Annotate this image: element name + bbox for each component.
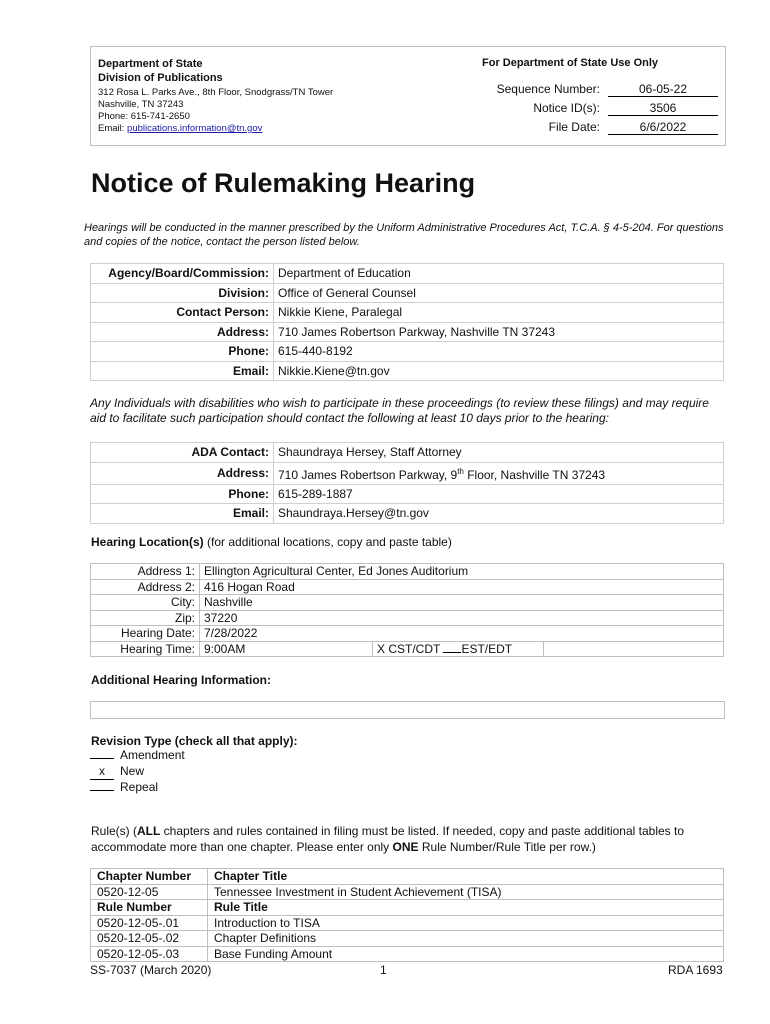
- rule-row: [91, 915, 724, 931]
- location-heading: [91, 535, 452, 549]
- location-row-label: Address 1:: [91, 564, 200, 580]
- additional-info-heading: Additional Hearing Information:: [91, 673, 271, 687]
- rda-number: RDA 1693: [668, 963, 723, 977]
- revision-checkbox[interactable]: x: [90, 764, 114, 781]
- ada-email-label: Email:: [91, 504, 274, 524]
- use-only-heading: For Department of State Use Only: [482, 57, 659, 69]
- page-title: Notice of Rulemaking Hearing: [91, 168, 476, 198]
- ada-address-sup: th: [457, 466, 464, 476]
- location-row-label: Hearing Date:: [91, 626, 200, 642]
- sequence-label: Sequence Number:: [496, 82, 600, 96]
- chapter-title: Tennessee Investment in Student Achievement (TISA): [208, 884, 724, 900]
- rule-title: Chapter Definitions: [208, 931, 724, 947]
- revision-heading: Revision Type (check all that apply):: [91, 734, 298, 748]
- rule-row: [91, 931, 724, 947]
- agency-row-value: Nikkie.Kiene@tn.gov: [274, 361, 724, 381]
- ada-phone-value: 615-289-1887: [274, 484, 724, 504]
- location-row-label: City:: [91, 595, 200, 611]
- file-date-label: File Date:: [548, 120, 600, 134]
- rule-number: 0520-12-05-.01: [91, 915, 208, 931]
- hearing-time-value: 9:00AM: [200, 641, 373, 657]
- revision-label: New: [120, 763, 145, 778]
- est-option: EST/EDT: [461, 641, 513, 656]
- location-row-value: 7/28/2022: [200, 626, 724, 642]
- cst-option: X CST/CDT: [377, 641, 441, 656]
- ada-email-value: Shaundraya.Hersey@tn.gov: [274, 504, 724, 524]
- ada-address-part1: 710 James Robertson Parkway, 9: [278, 467, 458, 482]
- location-row: [91, 564, 724, 580]
- agency-row: [91, 283, 724, 303]
- chapter-number: 0520-12-05: [91, 884, 208, 900]
- additional-info-box: [90, 701, 725, 719]
- rule-number: 0520-12-05-.02: [91, 931, 208, 947]
- agency-row: [91, 303, 724, 323]
- revision-item: [90, 764, 185, 781]
- revision-item: [90, 748, 185, 764]
- agency-row-label: Address:: [91, 322, 274, 342]
- dept-email-label: Email:: [98, 123, 125, 134]
- rules-text-all: ALL: [137, 824, 161, 838]
- rules-text-one: ONE: [392, 839, 419, 854]
- location-row-label: Zip:: [91, 610, 200, 626]
- rules-text-1: Rule(s) (: [91, 824, 138, 838]
- rules-text-3: Rule Number/Rule Title per row.): [418, 839, 596, 854]
- agency-row-label: Contact Person:: [91, 303, 274, 323]
- revision-label: Repeal: [120, 780, 159, 794]
- revision-item: [90, 780, 185, 796]
- agency-row: [91, 264, 724, 284]
- revision-checkbox[interactable]: [90, 790, 114, 791]
- agency-row: [91, 322, 724, 342]
- rule-title-header: Rule Title: [208, 900, 724, 916]
- dept-email-link[interactable]: publications.information@tn.gov: [127, 123, 263, 134]
- rule-number-header: Rule Number: [91, 900, 208, 916]
- rule-title: Base Funding Amount: [208, 946, 724, 962]
- location-row-value: Ellington Agricultural Center, Ed Jones Auditorium: [200, 564, 724, 580]
- ada-note: Any Individuals with disabilities who wish to participate in these proceedings (to review these filings) and may require aid to facilitate such participation should contact the following at least 10 days prior to the hearing:: [90, 396, 709, 425]
- hearing-time-label: Hearing Time:: [91, 641, 200, 657]
- revision-label: Amendment: [120, 748, 185, 762]
- agency-row-value: 615-440-8192: [274, 342, 724, 362]
- location-heading-bold: Hearing Location(s): [91, 535, 204, 549]
- dept-email: [98, 123, 262, 134]
- sequence-value: 06-05-22: [608, 82, 718, 97]
- ada-contact-value: Shaundraya Hersey, Staff Attorney: [274, 443, 724, 463]
- blank-cell: [544, 641, 724, 657]
- agency-row-value: Office of General Counsel: [274, 283, 724, 303]
- ada-address-value: [274, 462, 724, 484]
- ada-contact-label: ADA Contact:: [91, 443, 274, 463]
- dept-address: 312 Rosa L. Parks Ave., 8th Floor, Snodgrass/TN Tower: [98, 87, 334, 98]
- agency-row-label: Phone:: [91, 342, 274, 362]
- chapter-number-header: Chapter Number: [91, 869, 208, 885]
- agency-table: [90, 263, 724, 381]
- agency-row-label: Agency/Board/Commission:: [91, 264, 274, 284]
- location-row: [91, 610, 724, 626]
- rule-number: 0520-12-05-.03: [91, 946, 208, 962]
- notice-label: Notice ID(s):: [533, 101, 600, 115]
- revision-checkbox[interactable]: [90, 758, 114, 759]
- ada-address-part2: Floor, Nashville TN 37243: [463, 467, 606, 482]
- notice-value: 3506: [608, 101, 718, 116]
- location-row-value: Nashville: [200, 595, 724, 611]
- ada-address-label: Address:: [91, 462, 274, 484]
- division-name: Division of Publications: [98, 72, 223, 84]
- agency-row-value: 710 James Robertson Parkway, Nashville TN 37243: [274, 322, 724, 342]
- agency-row: [91, 342, 724, 362]
- chapter-title-header: Chapter Title: [208, 869, 724, 885]
- form-number: SS-7037 (March 2020): [90, 963, 212, 977]
- revision-list: [90, 748, 185, 796]
- ada-table: [90, 442, 724, 524]
- location-row-value: 37220: [200, 610, 724, 626]
- agency-row-label: Email:: [91, 361, 274, 381]
- location-row-value: 416 Hogan Road: [200, 579, 724, 595]
- page-number: 1: [380, 963, 387, 977]
- rules-table: [90, 868, 724, 962]
- agency-row-value: Nikkie Kiene, Paralegal: [274, 303, 724, 323]
- location-row: [91, 626, 724, 642]
- rule-title: Introduction to TISA: [208, 915, 724, 931]
- ada-phone-label: Phone:: [91, 484, 274, 504]
- rules-instructions: [91, 824, 731, 855]
- agency-row-value: Department of Education: [274, 264, 724, 284]
- rules-text-2: chapters and rules contained in filing must be listed. If needed, copy and paste additional tables to accommodate more than one chapter. Please enter only: [91, 824, 685, 854]
- location-row: [91, 579, 724, 595]
- location-row: [91, 595, 724, 611]
- location-heading-note: (for additional locations, copy and paste table): [203, 535, 452, 549]
- rule-row: [91, 946, 724, 962]
- agency-row: [91, 361, 724, 381]
- timezone-cell: [373, 641, 544, 657]
- dept-city: Nashville, TN 37243: [98, 99, 184, 110]
- location-row-label: Address 2:: [91, 579, 200, 595]
- dept-phone: Phone: 615-741-2650: [98, 111, 190, 122]
- intro-text: Hearings will be conducted in the manner prescribed by the Uniform Administrative Procedures Act, T.C.A. § 4-5-204. For questions and copies of the notice, contact the person listed below.: [84, 222, 724, 248]
- dept-name: Department of State: [98, 58, 203, 70]
- file-date-value: 6/6/2022: [608, 120, 718, 135]
- location-table: [90, 563, 724, 657]
- agency-row-label: Division:: [91, 283, 274, 303]
